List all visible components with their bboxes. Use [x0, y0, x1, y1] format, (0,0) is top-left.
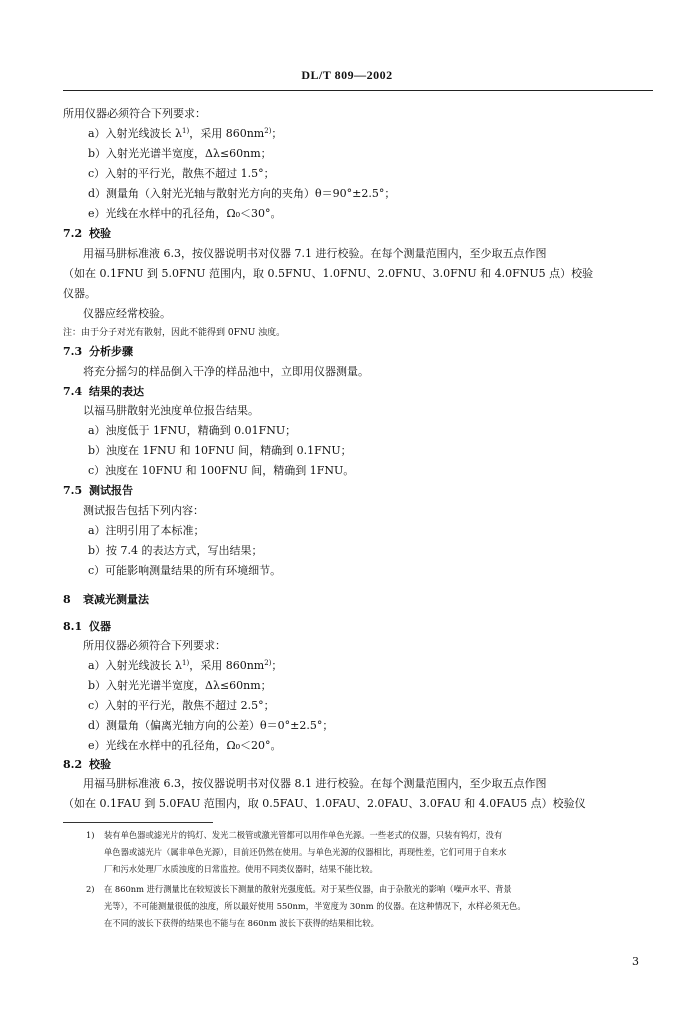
s74-item-c: c）浊度在 10FNU 和 100FNU 间，精确到 1FNU。	[88, 464, 355, 477]
s74-item-a: a）浊度低于 1FNU，精确到 0.01FNU；	[88, 424, 297, 437]
req8-item-c: c）入射的平行光，散焦不超过 2.5°；	[88, 699, 275, 712]
s72-para-line1: 用福马肼标准液 6.3，按仪器说明书对仪器 7.1 进行校验。在每个测量范围内，至少取五点作图	[83, 247, 547, 260]
req8-item-a: a）入射光线波长 $\lambda^{1)}$，采用 $860nm^{2)}$；	[88, 659, 283, 672]
heading-7-5: 7.5 测试报告	[63, 484, 133, 497]
s74-item-b: b）浊度在 1FNU 和 10FNU 间，精确到 0.1FNU；	[88, 444, 352, 457]
footnote-rule	[63, 822, 213, 823]
footnote-1-line3: 厂和污水处理厂水质浊度的日常监控。使用不同类仪器时，结果不能比较。	[104, 864, 378, 874]
req7-item-b: b）入射光光谱半宽度，Δλ≤60nm；	[88, 147, 272, 160]
s82-para-line2: （如在 0.1FAU 到 5.0FAU 范围内，取 0.5FAU、1.0FAU、2.0FAU、3.0FAU 和 4.0FAU5 点）校验仪	[63, 797, 586, 810]
intro-text: 所用仪器必须符合下列要求：	[63, 107, 206, 120]
s74-para: 以福马肼散射光浊度单位报告结果。	[83, 404, 259, 417]
s72-para-line2: （如在 0.1FNU 到 5.0FNU 范围内，取 0.5FNU、1.0FNU、2.0FNU、3.0FNU 和 4.0FNU5 点）校验	[63, 267, 594, 280]
s82-para-line1: 用福马肼标准液 6.3，按仪器说明书对仪器 8.1 进行校验。在每个测量范围内，至少取五点作图	[83, 777, 547, 790]
header-rule	[63, 90, 653, 91]
req8-item-d: d）测量角（偏离光轴方向的公差）θ＝0°±2.5°；	[88, 719, 334, 732]
req8-item-e: e）光线在水样中的孔径角，Ω₀＜20°。	[88, 739, 282, 752]
req8-item-b: b）入射光光谱半宽度，Δλ≤60nm；	[88, 679, 272, 692]
running-header: DL/T 809—2002	[301, 68, 393, 82]
s75-item-c: c）可能影响测量结果的所有环境细节。	[88, 564, 282, 577]
s73-para: 将充分摇匀的样品倒入干净的样品池中，立即用仪器测量。	[83, 365, 369, 378]
s75-item-a: a）注明引用了本标准；	[88, 524, 205, 537]
footnote-1-mark: 1)	[86, 830, 95, 840]
heading-8: 8 衰减光测量法	[63, 593, 149, 606]
heading-8-2: 8.2 校验	[63, 758, 111, 771]
req7-item-d: d）测量角（入射光光轴与散射光方向的夹角）θ＝90°±2.5°；	[88, 187, 396, 200]
heading-8-1: 8.1 仪器	[63, 620, 111, 633]
req7-item-e: e）光线在水样中的孔径角，Ω₀＜30°。	[88, 207, 282, 220]
s75-item-b: b）按 7.4 的表达方式，写出结果；	[88, 544, 263, 557]
footnote-2-mark: 2)	[86, 884, 95, 894]
req7-item-a: a）入射光线波长 $\lambda^{1)}$，采用 $860nm^{2)}$；	[88, 127, 283, 140]
footnote-1-line1: 装有单色器或滤光片的钨灯、发光二极管或激光管都可以用作单色光源。一些老式的仪器，只装有钨灯，没有	[104, 830, 503, 840]
footnote-2-line1: 在 860nm 进行测量比在较短波长下测量的散射光强度低。对于某些仪器，由于杂散光的影响（噪声水平、背景	[104, 884, 512, 894]
heading-7-3: 7.3 分析步骤	[63, 345, 133, 358]
footnote-2-line3: 在不同的波长下获得的结果也不能与在 860nm 波长下获得的结果相比较。	[104, 918, 379, 928]
heading-7-4: 7.4 结果的表达	[63, 385, 144, 398]
s75-para: 测试报告包括下列内容：	[83, 504, 204, 517]
heading-7-2: 7.2 校验	[63, 227, 111, 240]
s72-note: 注：由于分子对光有散射，因此不能得到 0FNU 浊度。	[63, 328, 286, 338]
footnote-2-line2: 光等），不可能测量很低的浊度，所以最好使用 550nm，半宽度为 30nm 的仪器。在这种情况下，水样必须无色。	[104, 901, 526, 911]
s72-para-line3: 仪器。	[63, 287, 96, 300]
req7-item-c: c）入射的平行光，散焦不超过 1.5°；	[88, 167, 275, 180]
page-number: 3	[632, 955, 639, 968]
footnote-1-line2: 单色器或滤光片（属非单色光源），目前还仍然在使用。与单色光源的仪器相比，再现性差，它们可用于自来水	[104, 847, 507, 857]
s81-para: 所用仪器必须符合下列要求：	[83, 639, 226, 652]
s72-para-calibrate: 仪器应经常校验。	[83, 307, 171, 320]
